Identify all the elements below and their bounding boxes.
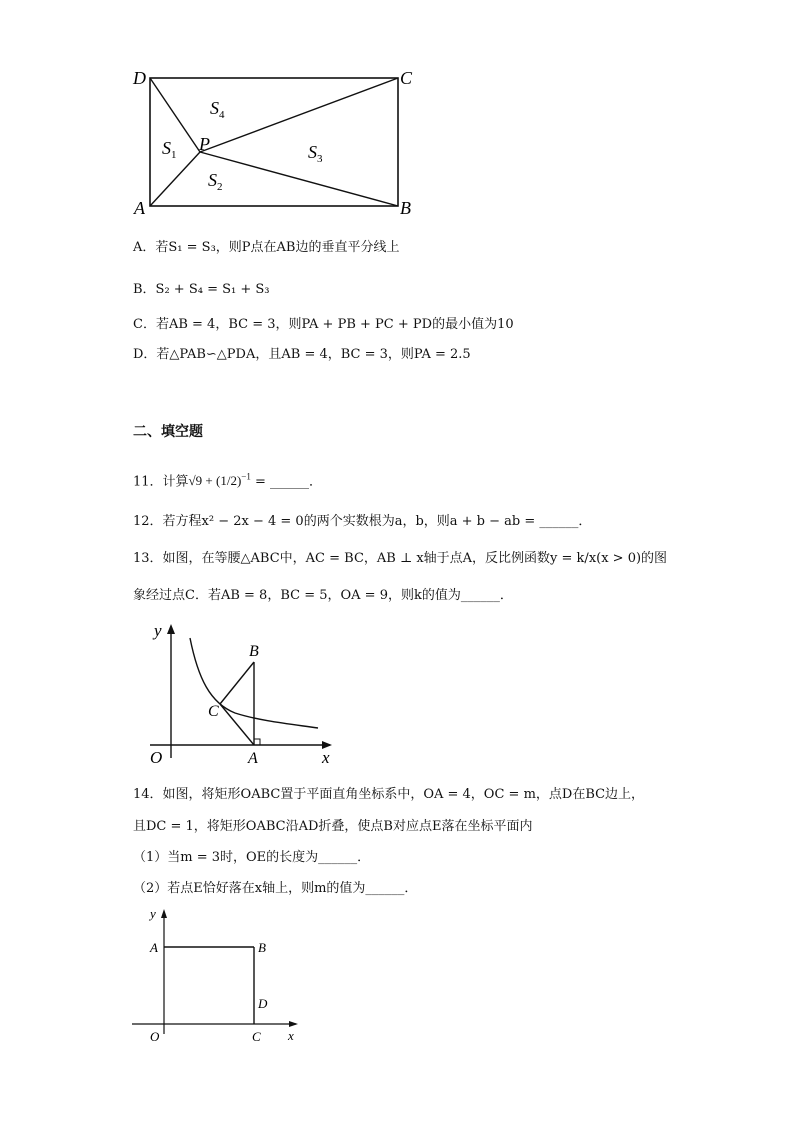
- label-x: x: [288, 1028, 294, 1043]
- label-b: B: [249, 643, 259, 660]
- right-angle-mark: [254, 739, 260, 745]
- label-a: A: [248, 750, 258, 767]
- label-o: O: [150, 1029, 160, 1044]
- question-14-part2: （2）若点E恰好落在x轴上，则m的值为______．: [133, 881, 418, 896]
- option-d: D．若△PAB∽△PDA，且AB = 4，BC = 3，则PA = 2.5: [133, 347, 471, 362]
- label-a: A: [134, 198, 145, 218]
- coordinate-rectangle-figure: [128, 902, 308, 1052]
- rectangle-figure: [128, 62, 428, 222]
- question-13-line2: 象经过点C．若AB = 8，BC = 5，OA = 9，则k的值为______．: [133, 588, 513, 603]
- rectangle-abcd: [150, 78, 398, 206]
- y-axis-arrow: [161, 909, 167, 918]
- label-c: C: [208, 703, 219, 720]
- segment-pd: [150, 78, 200, 152]
- option-a: A．若S₁ = S₃，则P点在AB边的垂直平分线上: [133, 240, 400, 255]
- option-b: B．S₂ + S₄ = S₁ + S₃: [133, 282, 270, 297]
- question-11-suffix: = ______．: [250, 474, 323, 490]
- segment-ca: [220, 704, 254, 745]
- label-o: O: [150, 748, 163, 767]
- label-d: D: [133, 68, 146, 88]
- label-s3: $S_3$: [308, 142, 323, 165]
- question-14-part1: （1）当m = 3时，OE的长度为______．: [133, 850, 371, 865]
- label-s4: $S_4$: [210, 98, 225, 121]
- label-p: P: [199, 134, 210, 154]
- hyperbola-figure: [140, 618, 340, 768]
- label-b: B: [258, 940, 266, 955]
- label-c: C: [252, 1029, 261, 1044]
- question-11: [133, 468, 322, 491]
- segment-pc: [200, 78, 398, 152]
- label-s1: $S_1$: [162, 138, 177, 161]
- label-d: D: [258, 996, 268, 1011]
- label-x: x: [322, 748, 330, 767]
- option-c: C．若AB = 4，BC = 3，则PA + PB + PC + PD的最小值为10: [133, 317, 514, 332]
- question-14-line2: 且DC = 1，将矩形OABC沿AD折叠，使点B对应点E落在坐标平面内: [133, 819, 533, 834]
- label-c: C: [400, 68, 413, 88]
- segment-pb: [200, 152, 398, 206]
- section-title: 二、填空题: [133, 424, 203, 440]
- label-y: y: [150, 906, 156, 921]
- question-14-line1: 14．如图，将矩形OABC置于平面直角坐标系中，OA = 4，OC = m，点D在BC边上，: [133, 787, 645, 802]
- question-13-line1: 13．如图，在等腰△ABC中，AC = BC，AB ⊥ x轴于点A，反比例函数y = k/x(x > 0)的图: [133, 551, 668, 566]
- label-b: B: [400, 198, 411, 218]
- y-axis-arrow: [167, 624, 175, 634]
- x-axis-arrow: [289, 1021, 298, 1027]
- q11-expression: $√9 + (1/2)^{-1}$: [188, 472, 251, 489]
- label-s2: $S_2$: [208, 170, 223, 193]
- question-11-prefix: 11．计算: [133, 474, 189, 490]
- label-a: A: [150, 940, 158, 955]
- label-y: y: [154, 621, 162, 640]
- question-12: 12．若方程x² − 2x − 4 = 0的两个实数根为a，b，则a + b − ab = ______．: [133, 514, 592, 529]
- segment-bc: [220, 662, 254, 704]
